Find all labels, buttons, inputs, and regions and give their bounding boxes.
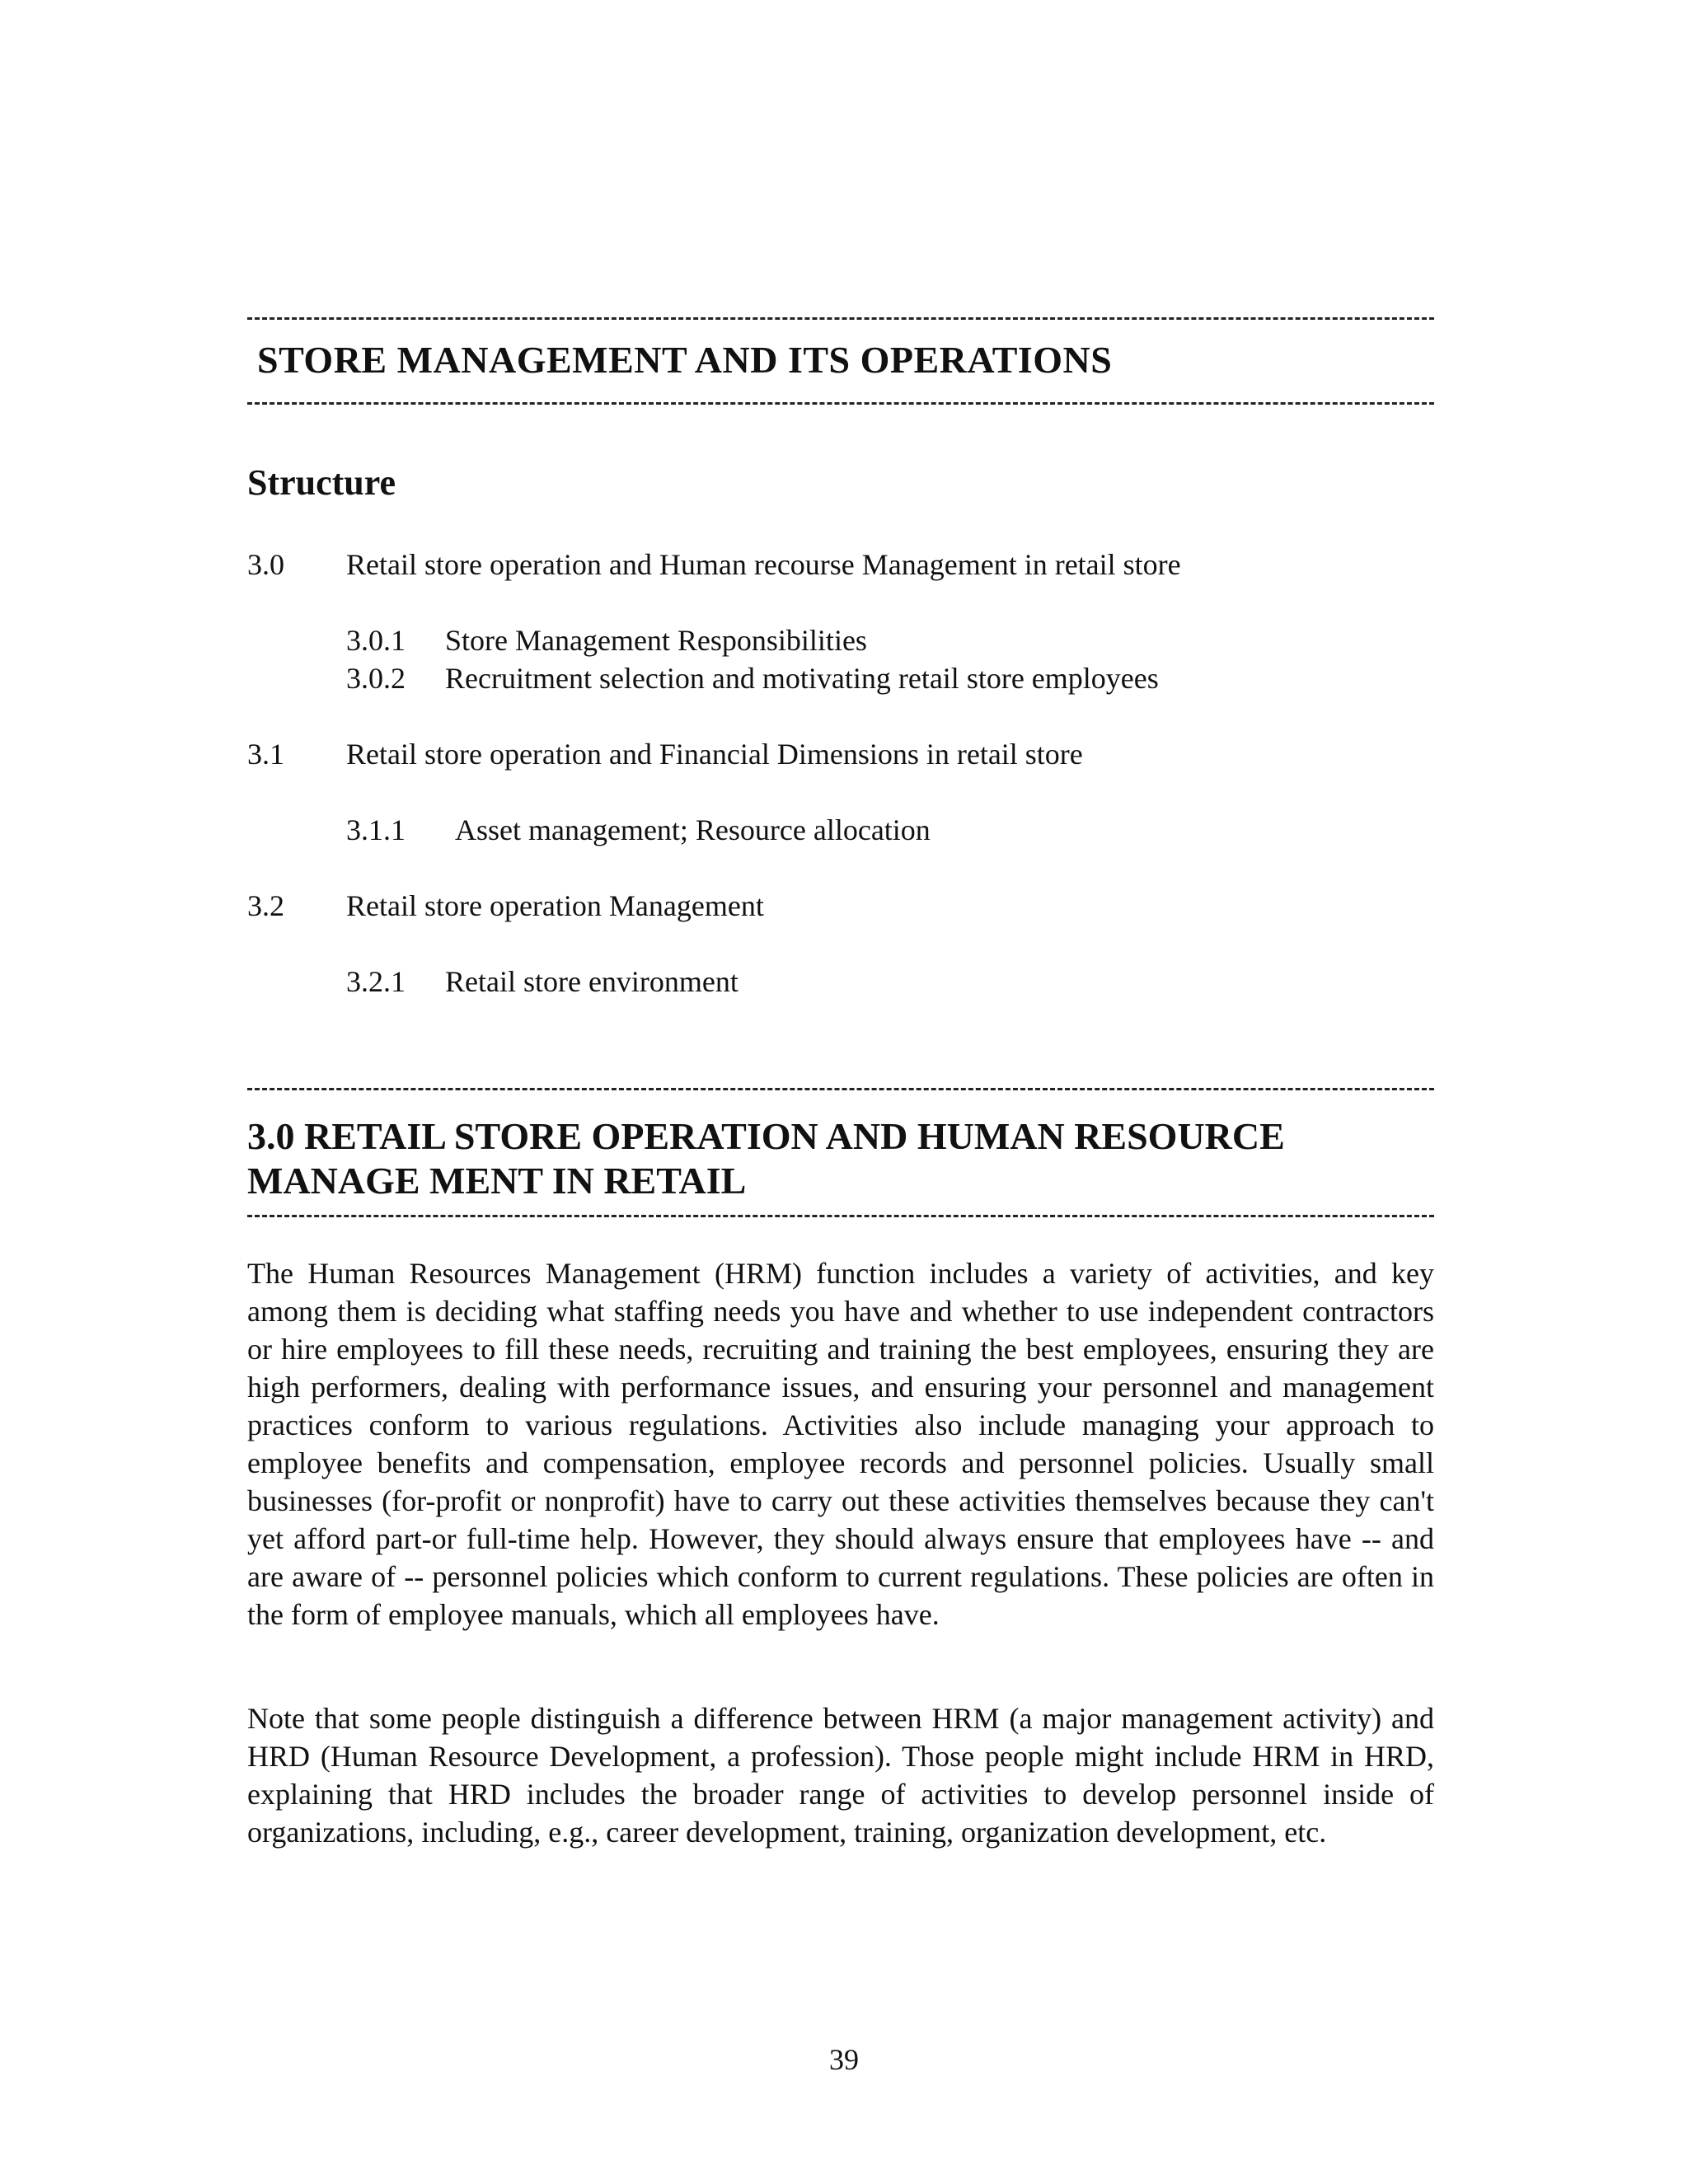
toc-item [346, 964, 738, 999]
toc-text: Retail store operation and Human recourse Management in retail store [346, 548, 1181, 581]
dashed-rule [247, 1215, 1434, 1233]
toc-item [247, 737, 1083, 771]
section-heading [247, 1114, 1434, 1203]
toc-text: Asset management; Resource allocation [455, 813, 931, 846]
section-heading-line: MANAGE MENT IN RETAIL [247, 1160, 747, 1202]
toc-text: Recruitment selection and motivating retail store employees [445, 662, 1159, 695]
toc-number: 3.2 [247, 889, 284, 922]
toc-text: Retail store operation and Financial Dimensions in retail store [346, 738, 1083, 771]
toc-item [346, 813, 931, 847]
body-paragraph: Note that some people distinguish a difference between HRM (a major management activity) and HRD (Human Resource Development, a profession). Those people might include HRM in HRD, explaining that HRD includes the broader range of activities to develop personnel inside of organizations, including, e.g., career development, training, organization development, etc. [247, 1702, 1434, 1849]
toc-number: 3.1 [247, 738, 284, 771]
dashed-rule [247, 1088, 1434, 1106]
toc-text: Retail store operation Management [346, 889, 764, 922]
toc-number: 3.2.1 [346, 965, 406, 998]
page-title: STORE MANAGEMENT AND ITS OPERATIONS [257, 339, 1113, 381]
toc-number: 3.0.1 [346, 624, 406, 657]
toc-item [247, 547, 1181, 582]
body-paragraph: The Human Resources Management (HRM) function includes a variety of activities, and key among them is deciding what staffing needs you have and whether to use independent contractors or hire employees to fill these needs, recruiting and training the best employees, ensuring they are high performers, dealing with performance issues, and ensuring your personnel and management practices conform to various regulations. Activities also include managing your approach to employee benefits and compensation, employee records and personnel policies. Usually small businesses (for-profit or nonprofit) have to carry out these activities themselves because they can't yet afford part-or full-time help. However, they should always ensure that employees have -- and are aware of -- personnel policies which conform to current regulations. These policies are often in the form of employee manuals, which all employees have. [247, 1257, 1434, 1631]
toc-item [346, 623, 867, 658]
structure-heading: Structure [247, 462, 396, 503]
dashed-rule [247, 317, 1434, 335]
dashed-rule [247, 402, 1434, 420]
toc-item [247, 888, 764, 923]
toc-text: Retail store environment [445, 965, 738, 998]
toc-number: 3.0 [247, 548, 284, 581]
page-number: 39 [829, 2043, 859, 2076]
section-heading-line: 3.0 RETAIL STORE OPERATION AND HUMAN RESOURCE [247, 1115, 1285, 1157]
toc-text: Store Management Responsibilities [445, 624, 867, 657]
toc-number: 3.0.2 [346, 662, 406, 695]
toc-number: 3.1.1 [346, 813, 406, 846]
toc-item [346, 661, 1159, 696]
